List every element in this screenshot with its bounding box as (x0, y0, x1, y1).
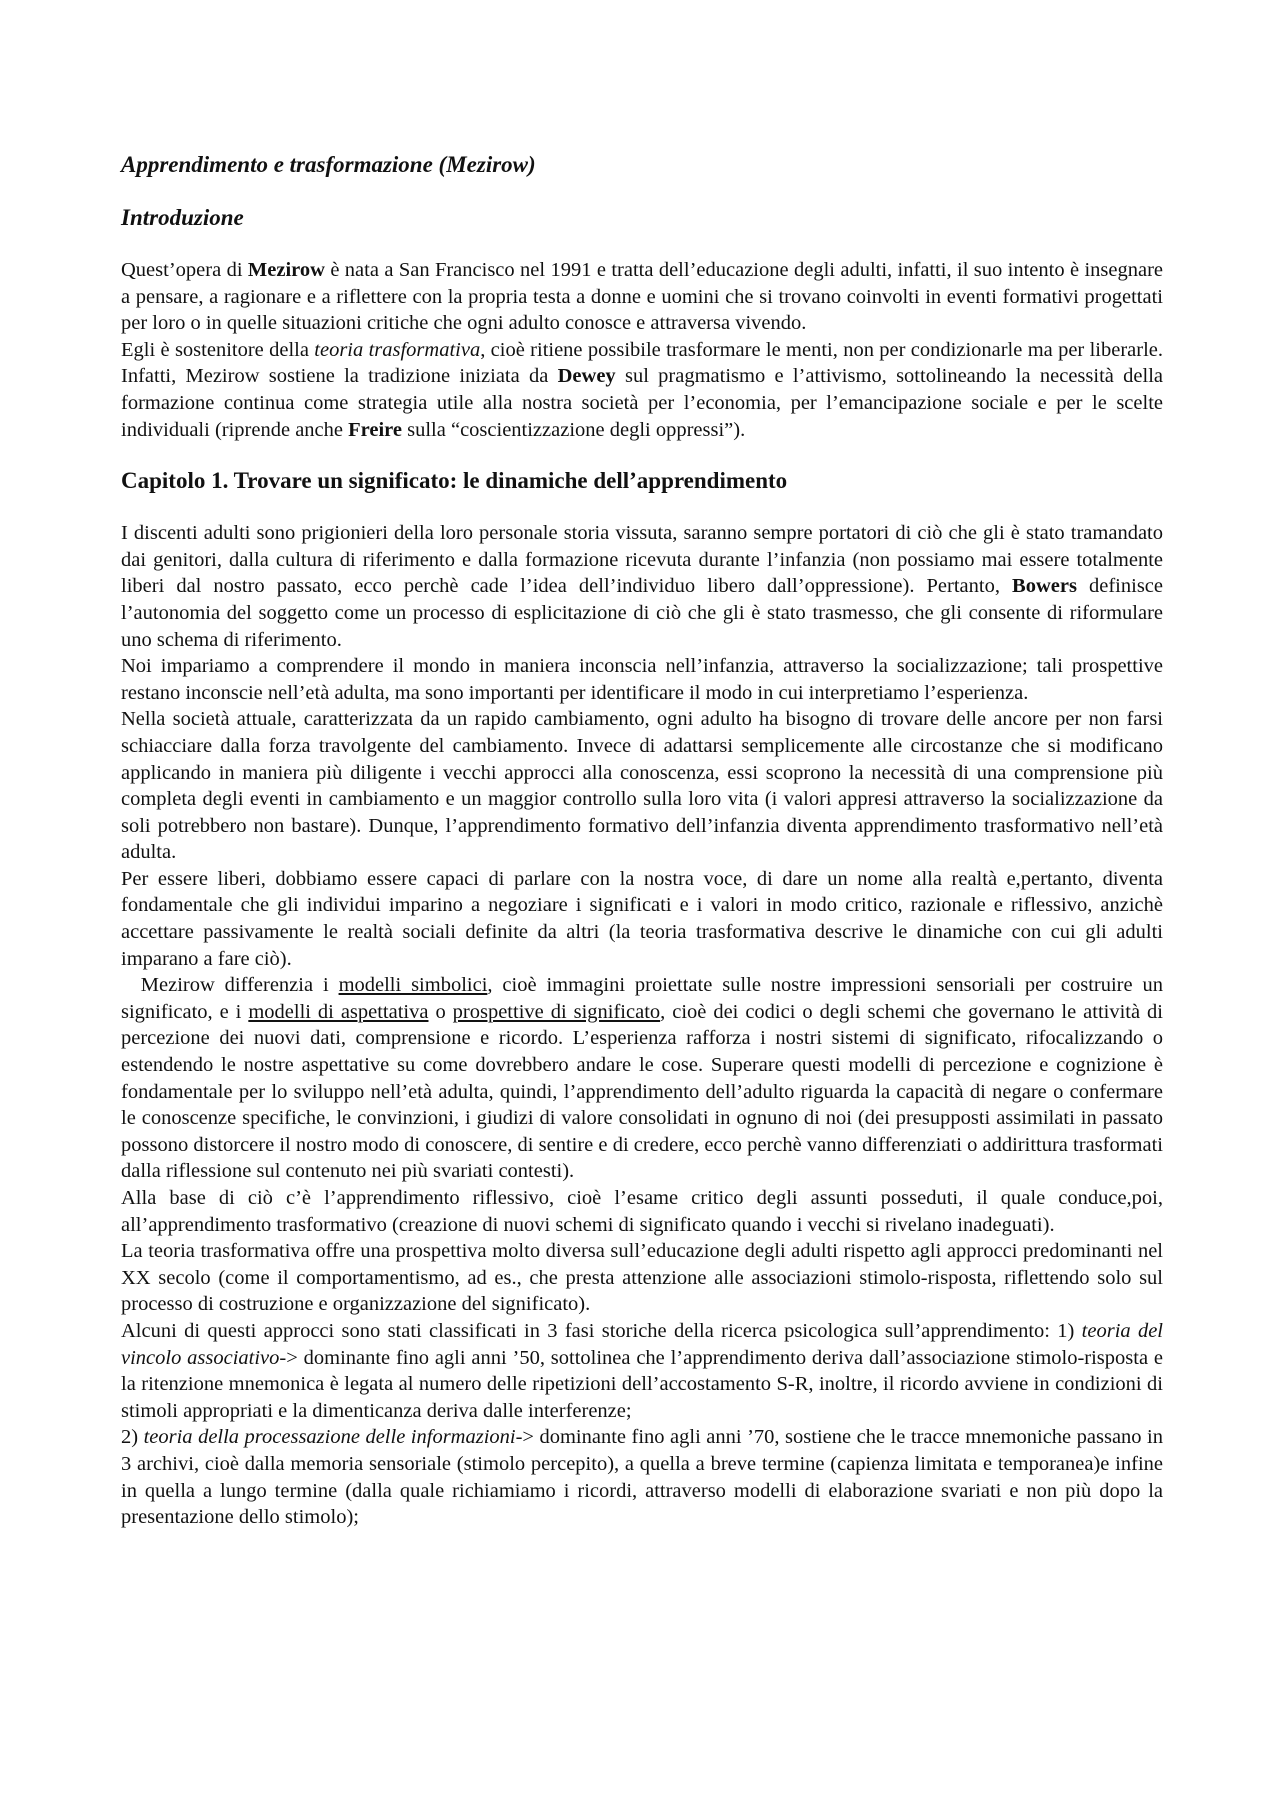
intro-heading: Introduzione (121, 205, 244, 230)
chapter-1-paragraph-2: Noi impariamo a comprendere il mondo in maniera inconscia nell’infanzia, attraverso la socializzazione; tali prospettive restano inconscie nell’età adulta, ma sono importanti per identificare il modo in cui interpretiamo l’esperienza. (121, 655, 1163, 704)
text-run: , cioè ritiene possibile trasformare le menti, non per condizionarle ma per liberarle. Infatti, Mezirow sostiene la tradizione iniziata da (121, 338, 1164, 388)
term-prospettive-di-significato: prospettive di significato (452, 1000, 661, 1023)
author-name-dewey: Dewey (557, 365, 616, 388)
author-name-freire: Freire (348, 418, 402, 441)
chapter-1-heading: Capitolo 1. Trovare un significato: le dinamiche dell’apprendimento (121, 468, 788, 494)
text-run: Quest’opera di (121, 259, 248, 281)
author-name-bowers: Bowers (1012, 575, 1077, 598)
chapter-1-paragraph-7: La teoria trasformativa offre una prospettiva molto diversa sull’educazione degli adulti rispetto agli approcci predominanti nel XX secolo (come il comportamentismo, ad es., che presta attenzione alle associazioni stimolo-risposta, riflettendo solo sul processo di costruzione e organizzazione del significato). (121, 1240, 1163, 1316)
document-title: Apprendimento e trasformazione (Mezirow) (121, 152, 536, 177)
text-run: -> dominante fino agli anni ’50, sottolinea che l’apprendimento deriva dall’associazione stimolo-risposta e la ritenzione mnemonica è legata al numero delle ripetizioni dell’accostamento S-R, inoltre, il ricordo avviene in condizioni di stimoli appropriati e la dimenticanza deriva dalle interferenze; (121, 1346, 1163, 1422)
text-run: sul pragmatismo e l’attivismo, sottolineando la necessità della formazione continua come strategia utile alla nostra società per l’economia, per l’emancipazione sociale e per le scelte individuali (riprende anche (121, 365, 1163, 441)
chapter-1-paragraph-9 (121, 1424, 1163, 1530)
chapter-1-paragraph-4: Per essere liberi, dobbiamo essere capaci di parlare con la nostra voce, di dare un nome alla realtà e,pertanto, diventa fondamentale che gli individui imparino a negoziare i significati e i valori in modo critico, razionale e riflessivo, anzichè accettare passivamente le realtà sociali definite da altri (la teoria trasformativa descrive le dinamiche con cui gli adulti imparano a fare ciò). (121, 867, 1163, 970)
term-modelli-simbolici: modelli simbolici (338, 974, 488, 997)
term-modelli-di-aspettativa: modelli di aspettativa (248, 1000, 429, 1023)
text-run: definisce l’autonomia del soggetto come un processo di esplicitazione di ciò che gli è stato trasmesso, che gli consente di riformulare uno schema di riferimento. (121, 575, 1163, 651)
intro-paragraph-2 (121, 337, 1163, 443)
text-run: Mezirow differenzia i (121, 974, 339, 997)
text-run: 2) (121, 1426, 144, 1449)
chapter-1-paragraph-1 (121, 520, 1163, 653)
text-run: o (428, 1000, 453, 1023)
text-run: sulla “coscientizzazione degli oppressi”). (402, 418, 746, 441)
term-teoria-trasformativa: teoria trasformativa (314, 338, 481, 361)
chapter-1-paragraph-5 (121, 972, 1169, 1185)
text-run: , cioè immagini proiettate sulle nostre impressioni sensoriali per costruire un significato, e i (121, 974, 1169, 1023)
text-run: Alcuni di questi approcci sono stati classificati in 3 fasi storiche della ricerca psicologica sull’apprendimento: 1) (121, 1319, 1082, 1342)
term-teoria-processazione-informazioni: teoria della processazione delle informazioni (143, 1426, 516, 1449)
text-run: -> dominante fino agli anni ’70, sostiene che le tracce mnemoniche passano in 3 archivi, cioè dalla memoria sensoriale (stimolo percepito), a quella a breve termine (capienza limitata e temporanea)e infine in quella a lungo termine (dalla quale richiamiamo i ricordi, attraverso modelli di elaborazione svariati e non più dopo la presentazione dello stimolo); (121, 1426, 1164, 1529)
term-teoria-vincolo-associativo: teoria del vincolo associativo (121, 1319, 1163, 1369)
author-name-mezirow: Mezirow (247, 259, 325, 281)
chapter-1-paragraph-3: Nella società attuale, caratterizzata da un rapido cambiamento, ogni adulto ha bisogno di trovare delle ancore per non farsi schiacciare dalla forza travolgente del cambiamento. Invece di adattarsi semplicemente alle circostanze che si modificano applicando in maniera più diligente i vecchi approcci alla conoscenza, essi scoprono la necessità di una comprensione più completa degli eventi in cambiamento e un maggior controllo sulla loro vita (i valori appresi attraverso la socializzazione da soli potrebbero non bastare). Dunque, l’apprendimento formativo dell’infanzia diventa apprendimento trasformativo nell’età adulta. (121, 708, 1163, 864)
text-run: I discenti adulti sono prigionieri della loro personale storia vissuta, saranno sempre portatori di ciò che gli è stato tramandato dai genitori, dalla cultura di riferimento e dalla formazione ricevuta durante l’infanzia (non possiamo mai essere totalmente liberi dal nostro passato, ecco perchè cade l’idea dell’individuo libero dall’oppressione). Pertanto, (121, 522, 1163, 598)
text-run: è nata a San Francisco nel 1991 e tratta dell’educazione degli adulti, infatti, il suo intento è insegnare a pensare, a ragionare e a riflettere con la propria testa a donne e uomini che si trovano coinvolti in eventi formativi progettati per loro o in quelle situazioni critiche che ogni adulto conosce e attraversa vivendo. (121, 259, 1164, 335)
intro-paragraph-1 (121, 257, 1163, 337)
chapter-1-paragraph-6: Alla base di ciò c’è l’apprendimento riflessivo, cioè l’esame critico degli assunti posseduti, il quale conduce,poi, all’apprendimento trasformativo (creazione di nuovi schemi di significato quando i vecchi si rivelano inadeguati). (121, 1187, 1163, 1236)
chapter-1-paragraph-8 (121, 1318, 1163, 1424)
text-run: , cioè dei codici o degli schemi che governano le attività di percezione dei nuovi dati, comprensione e ricordo. L’esperienza rafforza i nostri sistemi di significato, rifocalizzando o estendendo le nostre aspettative su come dovrebbero andare le cose. Superare questi modelli di percezione e cognizione è fondamentale per lo sviluppo nell’età adulta, quindi, l’apprendimento dell’adulto riguarda la capacità di negare o confermare le conoscenze specifiche, le convinzioni, i giudizi di valore consolidati in ognuno di noi (dei presupposti assimilati in passato possono distorcere il nostro modo di conoscere, di sentire e di credere, ecco perchè vanno differenziati o addirittura trasformati dalla riflessione sul contenuto nei più svariati contesti). (121, 1000, 1169, 1183)
text-run: Egli è sostenitore della (121, 338, 315, 361)
